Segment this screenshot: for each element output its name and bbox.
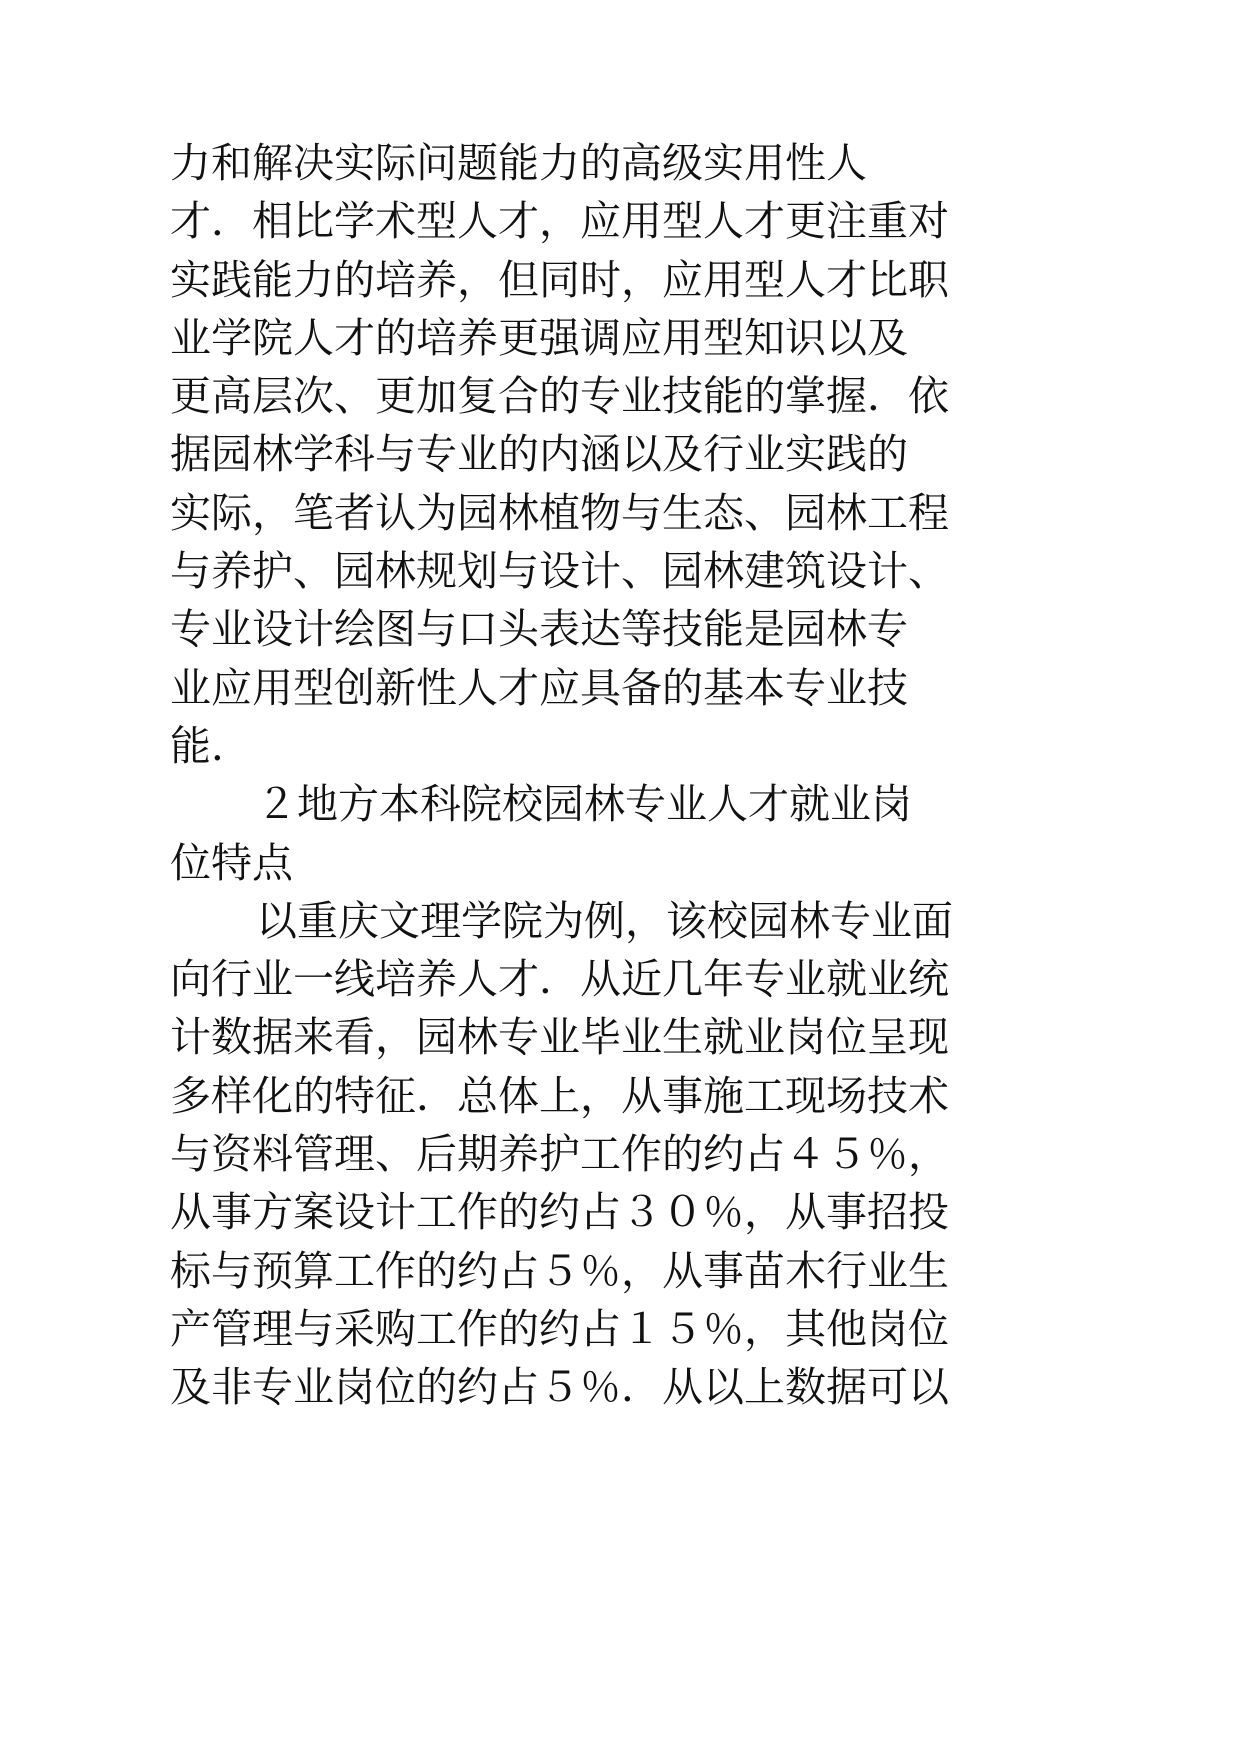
text-line: 以重庆文理学院为例，该校园林专业面 — [256, 896, 953, 945]
text-line: 才．相比学术型人才，应用型人才更注重对 — [170, 197, 949, 246]
paragraph — [170, 892, 1210, 1417]
text-line: 力和解决实际问题能力的高级实用性人 — [170, 139, 867, 187]
text-line: 专业设计绘图与口头表达等技能是园林专 — [170, 605, 908, 654]
text-line: 及非专业岗位的约占５％．从以上数据可以 — [170, 1363, 949, 1412]
body-text — [170, 134, 1210, 1417]
text-line: 多样化的特征．总体上，从事施工现场技术 — [170, 1071, 949, 1120]
text-line: 更高层次、更加复合的专业技能的掌握．依 — [170, 372, 949, 421]
text-line: 实践能力的培养，但同时，应用型人才比职 — [170, 255, 949, 304]
paragraph-continued — [170, 134, 1210, 775]
text-line: 与资料管理、后期养护工作的约占４５％， — [170, 1130, 949, 1179]
text-line: 业学院人才的培养更强调应用型知识以及 — [170, 313, 908, 362]
text-line: 据园林学科与专业的内涵以及行业实践的 — [170, 430, 908, 479]
section-heading — [170, 775, 1210, 892]
section-heading-line: ２地方本科院校园林专业人才就业岗 — [256, 780, 912, 829]
text-line: 能． — [170, 721, 252, 770]
text-line: 业应用型创新性人才应具备的基本专业技 — [170, 663, 908, 712]
section-heading-line: 位特点 — [170, 838, 293, 887]
text-line: 实际，笔者认为园林植物与生态、园林工程 — [170, 488, 949, 537]
text-line: 产管理与采购工作的约占１５％，其他岗位 — [170, 1304, 949, 1353]
text-line: 与养护、园林规划与设计、园林建筑设计、 — [170, 547, 949, 596]
text-line: 从事方案设计工作的约占３０％，从事招投 — [170, 1188, 949, 1237]
text-line: 向行业一线培养人才．从近几年专业就业统 — [170, 955, 949, 1004]
text-line: 标与预算工作的约占５％，从事苗木行业生 — [170, 1246, 949, 1295]
text-line: 计数据来看，园林专业毕业生就业岗位呈现 — [170, 1013, 949, 1062]
